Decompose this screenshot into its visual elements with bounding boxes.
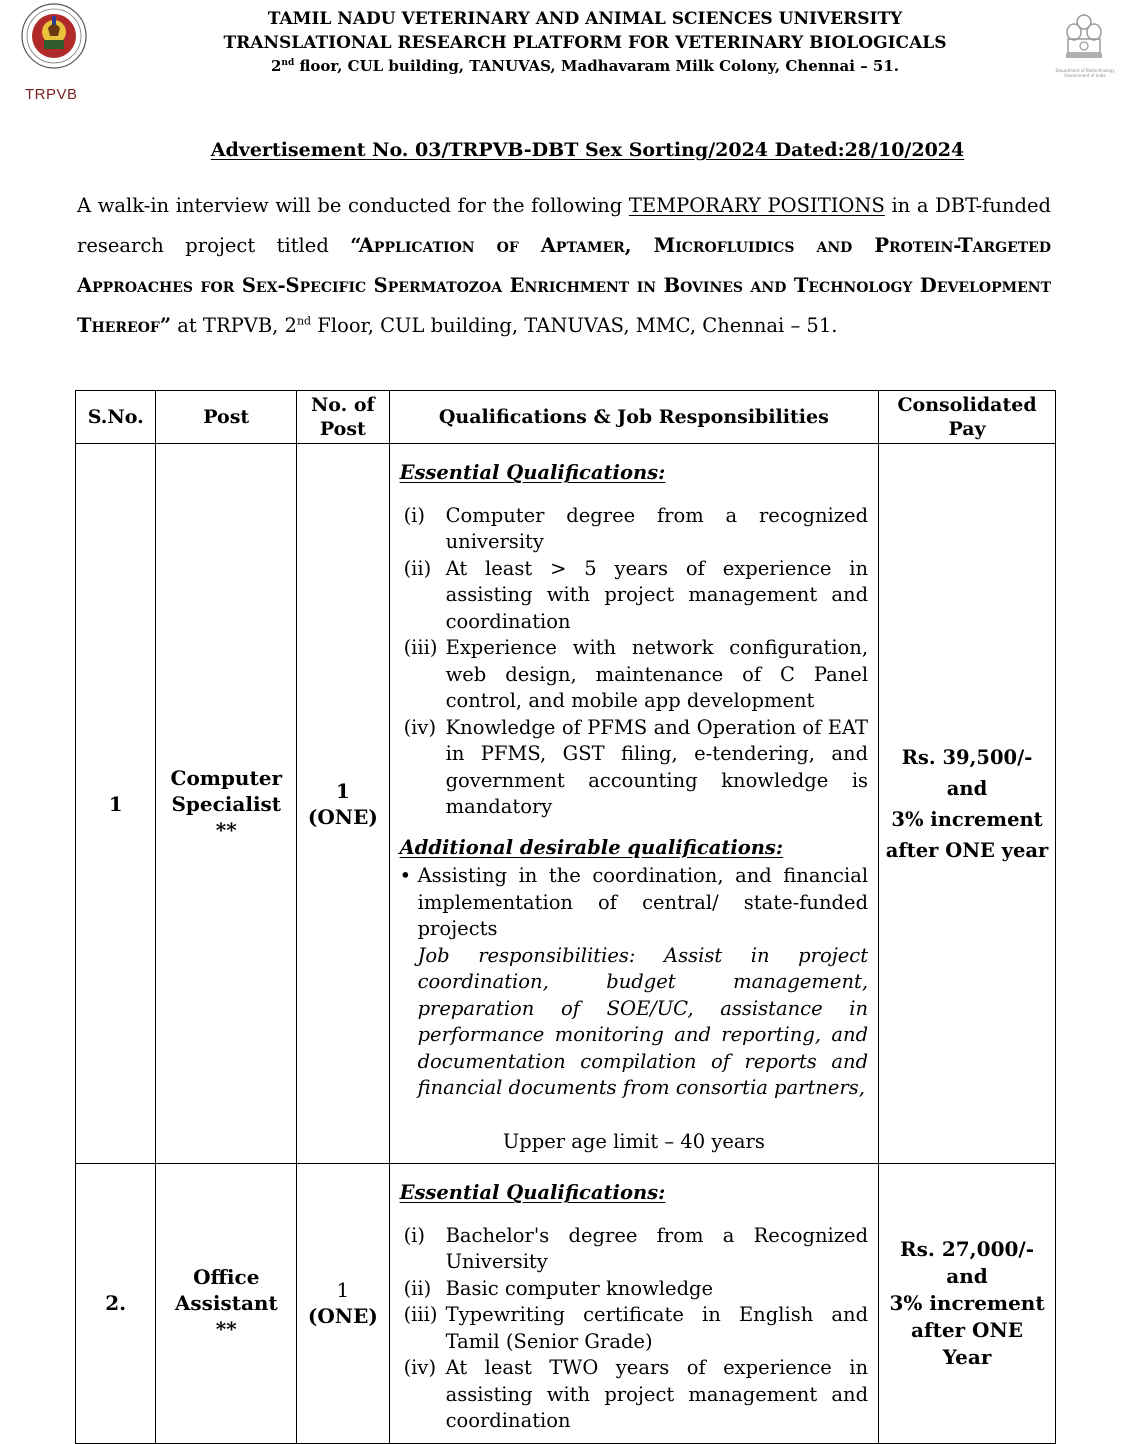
list-item (400, 1223, 868, 1276)
row-2-sno: 2. (76, 1164, 156, 1444)
row-2-qualifications (389, 1164, 878, 1444)
additional-qualifications-heading: Additional desirable qualifications: (399, 835, 784, 859)
pay-amount: Rs. 39,500/- (901, 745, 1033, 769)
list-item (400, 556, 868, 636)
post-mark: ** (215, 1317, 237, 1342)
pay-amount: Rs. 27,000/- (900, 1236, 1035, 1261)
item-number: (ii) (403, 556, 432, 580)
pay-increment-period: after ONE (911, 1317, 1024, 1342)
header-sno: S.No. (76, 391, 156, 444)
item-text: At least > 5 years of experience in assisting with project management and coordination (445, 556, 869, 633)
post-name-line-2: Specialist (171, 791, 282, 816)
pay-increment-period: after ONE year (885, 838, 1049, 862)
no-of-post-words: (ONE) (307, 1304, 378, 1329)
list-item (400, 715, 868, 821)
positions-table (75, 390, 1056, 1444)
pay-and: and (946, 776, 988, 800)
list-item (400, 1355, 868, 1435)
additional-qualification-item (400, 863, 868, 943)
essential-qualifications-list (400, 1223, 868, 1435)
address-floor-number: 2 (270, 57, 282, 75)
item-number: (ii) (403, 1276, 432, 1300)
emblem-caption-line-1: Department of Biotechnology (1055, 68, 1115, 73)
item-number: (iii) (403, 636, 438, 659)
header-no-of-post: No. of Post (297, 391, 389, 444)
project-title: “Application of Aptamer, Microfluidics and Protein-Targeted Approaches for Sex-Specific Spermatozoa Enrichment in Bovines and Technology Development Thereof” (77, 234, 1051, 337)
list-item (400, 503, 868, 556)
row-1-post (156, 444, 297, 1164)
header-pay: Consolidated Pay (879, 391, 1056, 444)
item-text: Knowledge of PFMS and Operation of EAT in PFMS, GST filing, e-tendering, and government accounting knowledge is mandatory (445, 715, 869, 818)
bullet-icon: • (399, 864, 412, 887)
pay-and: and (946, 1263, 988, 1288)
address-line (100, 57, 1070, 75)
intro-paragraph (77, 186, 1051, 346)
address-floor-suffix: nd (281, 58, 295, 68)
job-responsibilities: Job responsibilities: Assist in project coordination, budget management, preparation of SOE/UC, assistance in performance monitoring and reporting, and documentation compilation of reports and financial documents from consortia partners, (417, 943, 869, 1099)
row-1-no-of-post (297, 444, 389, 1164)
no-of-post-number: 1 (336, 1278, 350, 1303)
row-2-no-of-post (297, 1164, 389, 1444)
tanuvas-logo (20, 2, 88, 70)
no-of-post-number: 1 (335, 778, 350, 803)
pay-increment: 3% increment (889, 1290, 1045, 1315)
row-1-pay (879, 444, 1056, 1164)
item-number: (iv) (403, 1356, 437, 1379)
essential-qualifications-heading: Essential Qualifications: (399, 461, 666, 484)
no-of-post-words: (ONE) (307, 804, 378, 829)
upper-age-limit: Upper age limit – 40 years (502, 1129, 765, 1153)
item-number: (iv) (403, 715, 437, 739)
item-number: (iii) (403, 1303, 438, 1326)
pay-increment: 3% increment (891, 807, 1043, 831)
list-item (400, 1302, 868, 1355)
list-item (400, 635, 868, 715)
essential-qualifications-list (400, 503, 868, 821)
table-header-row (76, 391, 1056, 444)
row-1-qualifications (389, 444, 878, 1164)
item-number: (i) (403, 503, 426, 527)
row-2-post (156, 1164, 297, 1444)
address-rest: floor, CUL building, TANUVAS, Madhavaram Milk Colony, Chennai – 51. (294, 57, 900, 75)
header-qualifications: Qualifications & Job Responsibilities (389, 391, 878, 444)
table-row (76, 444, 1056, 1164)
trpvb-logo-text: TRPVB (25, 86, 78, 103)
item-number: (i) (403, 1223, 426, 1247)
temporary-positions-text: TEMPORARY POSITIONS (628, 194, 885, 217)
item-text: Typewriting certificate in English and Tamil (Senior Grade) (445, 1303, 869, 1353)
item-text: At least TWO years of experience in assisting with project management and coordination (445, 1356, 869, 1432)
platform-name: TRANSLATIONAL RESEARCH PLATFORM FOR VETERINARY BIOLOGICALS (223, 33, 947, 53)
post-mark: ** (215, 817, 237, 842)
item-text: Bachelor's degree from a Recognized University (445, 1223, 869, 1273)
post-name-line-1: Office (193, 1265, 260, 1290)
table-row (76, 1164, 1056, 1444)
intro-text-1: A walk-in interview will be conducted for the following (77, 194, 629, 217)
university-name: TAMIL NADU VETERINARY AND ANIMAL SCIENCES UNIVERSITY (267, 9, 903, 29)
post-name-line-2: Assistant (174, 1291, 278, 1316)
intro-sup: nd (296, 314, 312, 328)
essential-qualifications-heading: Essential Qualifications: (399, 1181, 666, 1204)
intro-text-2: in a DBT-funded research project titled (77, 194, 1051, 257)
list-item (400, 1276, 868, 1303)
intro-text-3: at TRPVB, 2 (171, 314, 297, 337)
item-text: Computer degree from a recognized university (445, 503, 869, 553)
intro-text-4: Floor, CUL building, TANUVAS, MMC, Chennai – 51. (311, 314, 838, 337)
additional-qualification-text: Assisting in the coordination, and financial implementation of central/ state-funded projects (417, 864, 869, 940)
row-2-pay (879, 1164, 1056, 1444)
emblem-caption-line-2: Government of India (1064, 73, 1106, 78)
item-text: Basic computer knowledge (445, 1276, 714, 1300)
header-post: Post (156, 391, 297, 444)
advertisement-title: Advertisement No. 03/TRPVB-DBT Sex Sorting/2024 Dated:28/10/2024 (210, 139, 965, 161)
post-name-line-1: Computer (170, 765, 282, 790)
item-text: Experience with network configuration, web design, maintenance of C Panel control, and mobile app development (445, 636, 869, 712)
row-1-sno: 1 (76, 444, 156, 1164)
pay-increment-unit: Year (942, 1344, 992, 1369)
